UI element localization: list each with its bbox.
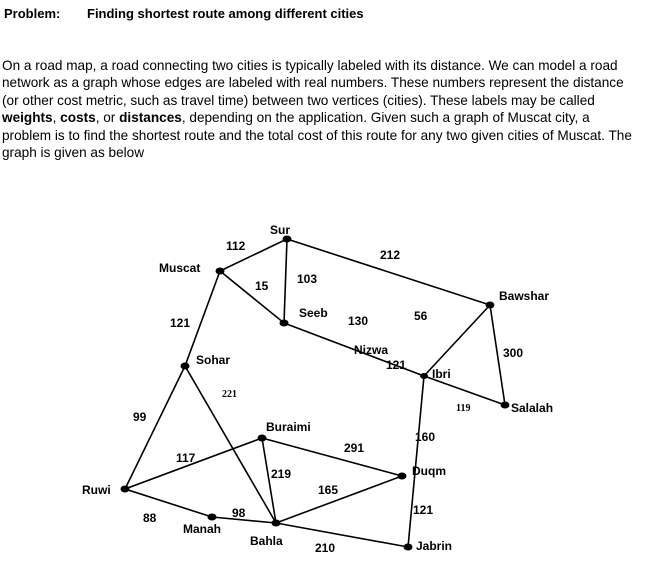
edge-nizwa-bawshar bbox=[424, 305, 490, 376]
weight-nizwa-bawshar: 56 bbox=[414, 309, 428, 323]
city-label-salalah: Salalah bbox=[511, 401, 554, 415]
weight-ruwi-manah: 88 bbox=[143, 511, 157, 525]
city-labels bbox=[82, 223, 553, 553]
city-label-sohar: Sohar bbox=[196, 353, 231, 367]
edge-weight-labels bbox=[133, 239, 523, 555]
edge-muscat-seeb bbox=[220, 271, 284, 323]
description-text-2: , depending on the application. Given such a graph of Muscat city, a problem is to find the shortest route and the total cost of this route for any two given cities of Muscat. The graph is given as below bbox=[2, 110, 632, 161]
node-bawshar bbox=[486, 302, 495, 309]
node-duqm bbox=[398, 473, 407, 480]
city-label-bawshar: Bawshar bbox=[499, 289, 550, 303]
weight-muscat-sohar: 121 bbox=[170, 316, 191, 330]
weight-nizwa-ibri: 121 bbox=[386, 358, 407, 372]
node-salalah bbox=[501, 402, 510, 409]
weight-ibri-salalah: 119 bbox=[456, 403, 471, 414]
edge-bahla-jabrin bbox=[276, 523, 408, 547]
description-sep-1: , bbox=[52, 110, 61, 126]
edge-muscat-sohar bbox=[185, 271, 220, 366]
weight-sohar-bahla: 221 bbox=[222, 389, 237, 400]
city-label-bahla: Bahla bbox=[250, 534, 283, 548]
node-nizwa bbox=[420, 373, 428, 379]
weight-manah-bahla: 98 bbox=[232, 506, 246, 520]
keyword-weights: weights bbox=[2, 110, 53, 126]
weight-ruwi-buraimi: 117 bbox=[176, 451, 196, 465]
city-label-buraimi: Buraimi bbox=[266, 420, 311, 434]
city-label-seeb: Seeb bbox=[299, 306, 328, 320]
node-bahla bbox=[272, 520, 281, 527]
node-jabrin bbox=[404, 544, 413, 551]
node-manah bbox=[208, 514, 217, 521]
description-text-1: On a road map, a road connecting two cities is typically labeled with its distance. We can model a road network as a graph whose edges are labeled with real numbers. These numbers represent the distance (or other cost metric, such as travel time) between two vertices (cities). These labels may be called bbox=[2, 58, 624, 108]
node-sohar bbox=[181, 363, 190, 370]
weight-duqm-jabrin: 121 bbox=[413, 503, 434, 517]
city-label-ruwi: Ruwi bbox=[82, 483, 111, 497]
weight-buraimi-bahla: 219 bbox=[271, 467, 292, 481]
city-label-duqm: Duqm bbox=[412, 464, 446, 478]
weight-buraimi-duqm: 291 bbox=[344, 441, 365, 455]
weight-bawshar-salalah: 300 bbox=[503, 346, 524, 360]
weight-muscat-seeb: 15 bbox=[255, 279, 269, 293]
city-label-nizwa: Nizwa bbox=[354, 343, 389, 357]
weight-ibri-jabrin: 160 bbox=[415, 430, 436, 444]
city-label-sur: Sur bbox=[270, 223, 291, 237]
edge-ruwi-manah bbox=[125, 489, 212, 517]
city-label-ibri: Ibri bbox=[432, 367, 451, 381]
city-label-manah: Manah bbox=[183, 522, 222, 536]
description-sep-2: , or bbox=[95, 110, 120, 126]
node-buraimi bbox=[258, 435, 267, 442]
edge-ibri-jabrin bbox=[408, 376, 424, 547]
weight-sur-seeb: 103 bbox=[297, 272, 318, 286]
node-seeb bbox=[280, 320, 289, 327]
weight-bahla-jabrin: 210 bbox=[315, 541, 336, 555]
edge-bahla-duqm bbox=[276, 476, 402, 523]
edge-sur-seeb bbox=[284, 239, 287, 323]
weight-sur-muscat: 112 bbox=[226, 239, 246, 253]
keyword-costs: costs bbox=[60, 110, 96, 126]
problem-label: Problem: bbox=[4, 6, 61, 21]
weight-seeb-nizwa: 130 bbox=[348, 314, 369, 328]
weight-sur-bawshar: 212 bbox=[380, 248, 401, 262]
node-ruwi bbox=[121, 486, 130, 493]
city-label-jabrin: Jabrin bbox=[416, 539, 453, 553]
weight-bahla-duqm: 165 bbox=[318, 483, 339, 497]
city-label-muscat: Muscat bbox=[159, 261, 201, 275]
problem-title: Finding shortest route among different cities bbox=[87, 6, 364, 21]
node-muscat bbox=[216, 268, 225, 275]
weight-ruwi-sohar: 99 bbox=[133, 410, 147, 424]
keyword-distances: distances bbox=[119, 110, 182, 126]
